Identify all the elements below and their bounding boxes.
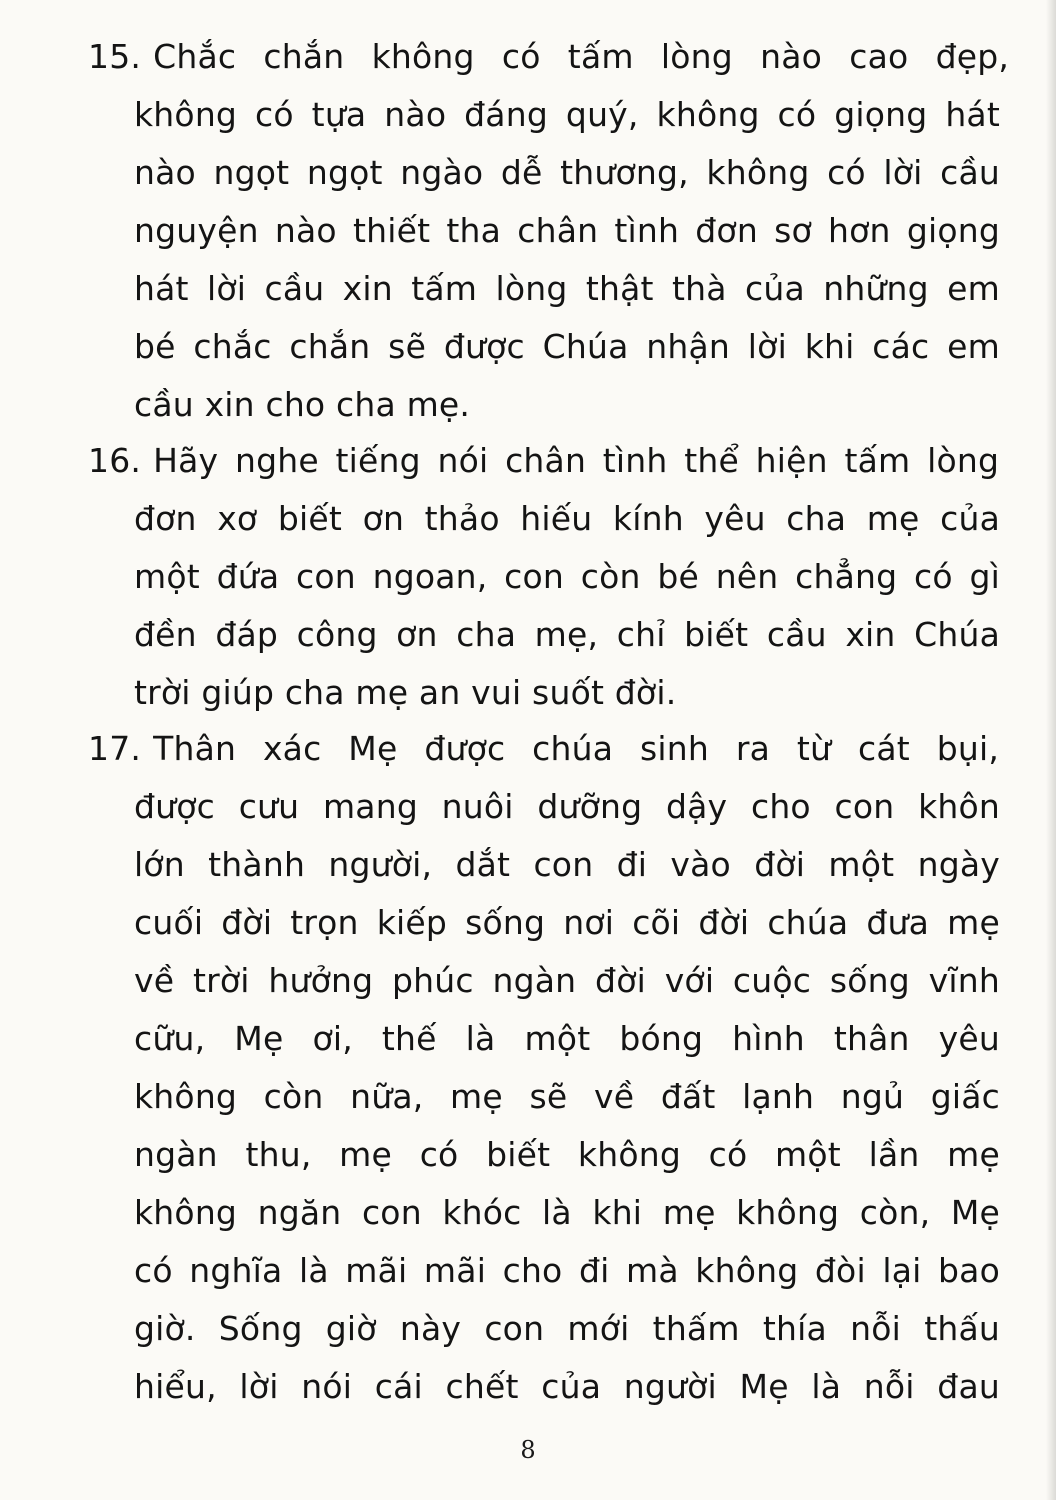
item-line	[88, 720, 999, 778]
item-line	[88, 432, 999, 490]
item-line	[134, 894, 1000, 952]
item-text: bé chắc chắn sẽ được Chúa nhận lời khi các em	[134, 327, 1000, 366]
item-line	[134, 202, 1000, 260]
item-line	[134, 260, 1000, 318]
item-line	[134, 86, 1000, 144]
item-line	[134, 548, 1000, 606]
item-text: được cưu mang nuôi dưỡng dậy cho con khôn	[134, 787, 1000, 826]
item-line	[134, 1242, 1000, 1300]
item-line	[134, 836, 1000, 894]
item-text: giờ. Sống giờ này con mới thấm thía nỗi thấu	[134, 1309, 1000, 1348]
item-text: Chắc chắn không có tấm lòng nào cao đẹp,	[153, 37, 1010, 76]
item-text: Thân xác Mẹ được chúa sinh ra từ cát bụi,	[153, 729, 1000, 768]
item-text: cữu, Mẹ ơi, thế là một bóng hình thân yêu	[134, 1019, 1000, 1058]
item-number: 17.	[88, 729, 142, 768]
item-line	[134, 1010, 1000, 1068]
item-line	[134, 376, 470, 434]
page-edge-shadow	[1046, 0, 1056, 1500]
item-text: ngàn thu, mẹ có biết không có một lần mẹ	[134, 1135, 1000, 1174]
item-text: cầu xin cho cha mẹ.	[134, 385, 471, 424]
item-line	[134, 1300, 1000, 1358]
item-text: một đứa con ngoan, con còn bé nên chẳng có gì	[134, 557, 1000, 596]
item-text: hiểu, lời nói cái chết của người Mẹ là nỗi đau	[134, 1367, 1000, 1406]
item-line	[134, 606, 1000, 664]
item-number: 16.	[88, 441, 142, 480]
item-text: trời giúp cha mẹ an vui suốt đời.	[134, 673, 677, 712]
item-text: cuối đời trọn kiếp sống nơi cõi đời chúa đưa mẹ	[134, 903, 1000, 942]
item-line	[134, 490, 1000, 548]
item-text: không có tựa nào đáng quý, không có giọng hát	[134, 95, 1000, 134]
item-line	[134, 952, 1000, 1010]
item-text: lớn thành người, dắt con đi vào đời một ngày	[134, 845, 1000, 884]
item-number: 15.	[88, 37, 142, 76]
item-text: nào ngọt ngọt ngào dễ thương, không có lời cầu	[134, 153, 1000, 192]
item-text: về trời hưởng phúc ngàn đời với cuộc sống vĩnh	[134, 961, 1000, 1000]
item-text: không còn nữa, mẹ sẽ về đất lạnh ngủ giấc	[134, 1077, 1000, 1116]
item-line	[134, 1126, 1000, 1184]
item-line	[134, 144, 1000, 202]
item-text: không ngăn con khóc là khi mẹ không còn, Mẹ	[134, 1193, 1000, 1232]
item-line	[134, 1184, 1000, 1242]
item-line	[134, 778, 1000, 836]
item-line	[134, 1068, 1000, 1126]
item-text: đền đáp công ơn cha mẹ, chỉ biết cầu xin Chúa	[134, 615, 1000, 654]
page-number: 8	[520, 1436, 536, 1464]
item-text: có nghĩa là mãi mãi cho đi mà không đòi lại bao	[134, 1251, 1000, 1290]
item-text: hát lời cầu xin tấm lòng thật thà của những em	[134, 269, 1000, 308]
item-line	[134, 318, 1000, 376]
item-text: Hãy nghe tiếng nói chân tình thể hiện tấm lòng	[153, 441, 1000, 480]
item-text: đơn xơ biết ơn thảo hiếu kính yêu cha mẹ của	[134, 499, 1000, 538]
item-line	[88, 28, 1009, 86]
item-text: nguyện nào thiết tha chân tình đơn sơ hơn giọng	[134, 211, 1000, 250]
item-line	[134, 1358, 1000, 1416]
item-line	[134, 664, 676, 722]
